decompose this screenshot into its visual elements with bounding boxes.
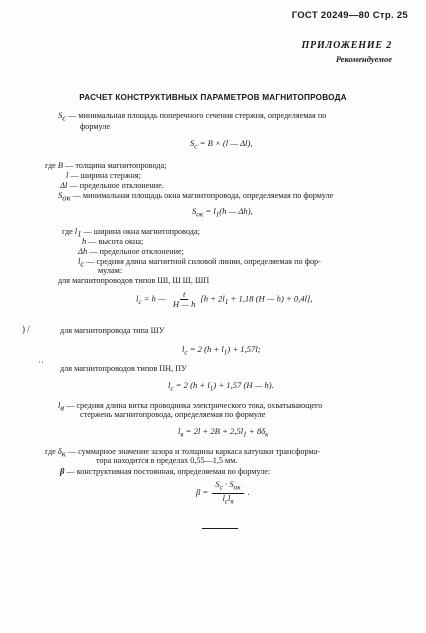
formula-lc-pn: $l_c = 2$ $(h + l_1) + 1,57$ (H — h).: [168, 380, 274, 393]
where-lc: $l_c$ — средняя длина магнитной силовой линии, определяемая по фор-: [78, 256, 321, 269]
where-dk: где $\delta_к$ — суммарное значение зазора и толщины каркаса катушки трансформа-: [45, 446, 320, 459]
where-l: l — ширина стержня;: [66, 170, 141, 180]
where-dh: Δh — предельное отклонение;: [78, 246, 184, 256]
where-dk-line2: тора находится в пределах 0,55—1,5 мм.: [96, 456, 238, 465]
formula-lc-sh: $l_c = h$ — $\frac{t}{H — h}$ [$h + 2l_1 + 1,18$ (H — h) + 0,4l],: [136, 289, 313, 309]
where-b: где B — толщина магнитопровода;: [45, 160, 167, 170]
fraction: $\frac{S_c \cdot S_{ок}}{l_cl_в}$: [212, 480, 243, 506]
margin-mark: ) /: [22, 324, 30, 334]
appendix-subtitle: Рекомендуемое: [335, 54, 392, 64]
lv-definition: $l_в$ — средняя длина витка проводника электрического тока, охватывающего: [58, 400, 323, 413]
where-lc-line2: мулам:: [98, 266, 123, 275]
end-rule: [202, 528, 238, 529]
formula-lc-shu: $l_c = 2$ $(h + l_1) + 1,57l$;: [182, 344, 261, 357]
sok-definition: $S_{ок}$ — минимальная площадь окна магнитопровода, определяемая по формуле: [58, 190, 334, 203]
fraction: $\frac{t}{H — h}$: [172, 289, 196, 309]
for-types-sh: для магнитопроводов типов ШI, Ш Ш, ШП: [58, 276, 210, 285]
for-type-shu: для магнитопровода типа ШУ: [60, 326, 165, 335]
where-h: h — высота окна;: [82, 236, 144, 246]
sc-definition-line1: $S_c$ — минимальная площадь поперечного сечения стержня, определяемая по: [58, 110, 327, 123]
where-beta: β — конструктивная постоянная, определяемая по формуле:: [60, 466, 271, 476]
formula-sok: $S_{ок} = l_1(h$ — Δh),: [192, 206, 253, 219]
appendix-title: ПРИЛОЖЕНИЕ 2: [301, 40, 392, 51]
for-types-pn: для магнитопроводов типов ПН, ПУ: [60, 364, 187, 373]
formula-beta: β = $\frac{S_c \cdot S_{ок}}{l_cl_в}$ .: [196, 479, 250, 506]
lv-definition-line2: стержень магнитопровода, определяемая по формуле: [80, 410, 266, 419]
sc-definition-line2: формуле: [80, 122, 111, 131]
where-l1: где $l_1$ — ширина окна магнитопровода;: [62, 226, 200, 239]
formula-sc: $S_c = B \times (l$ — Δl),: [190, 138, 253, 151]
page-header: ГОСТ 20249—80 Стр. 25: [291, 10, 408, 21]
formula-lv: $l_в = 2l + 2B + 2,5l_1 + 8\delta_к$: [178, 426, 269, 439]
where-dl: Δl — предельное отклонение.: [60, 180, 164, 190]
section-title: РАСЧЕТ КОНСТРУКТИВНЫХ ПАРАМЕТРОВ МАГНИТОПРОВОДА: [79, 93, 347, 102]
side-mark: ˙˙: [38, 360, 44, 370]
